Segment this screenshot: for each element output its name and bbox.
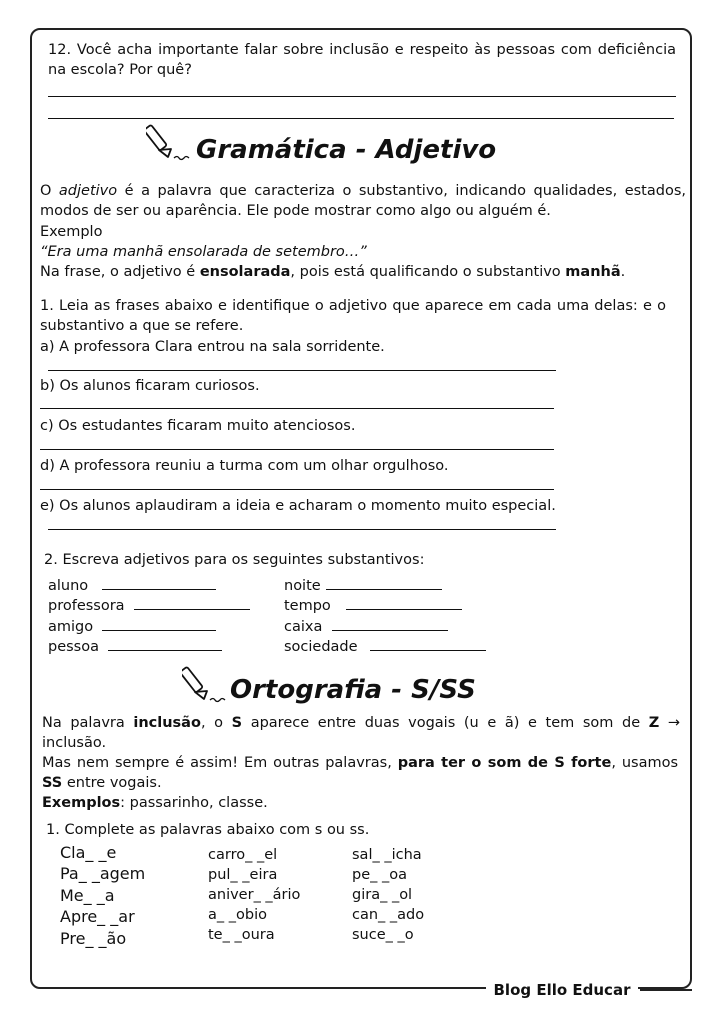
- answer-line[interactable]: [40, 408, 554, 409]
- word-blank[interactable]: suce_ _o: [352, 927, 414, 943]
- answer-line[interactable]: [40, 449, 554, 450]
- noun-sociedade: [284, 637, 358, 657]
- answer-line[interactable]: [48, 529, 556, 530]
- footer-brand: Blog Ello Educar: [486, 979, 638, 1001]
- word-blank[interactable]: can_ _ado: [352, 907, 425, 923]
- word-blank[interactable]: aniver_ _ário: [208, 887, 301, 903]
- exercise-item-e: e) Os alunos aplaudiram a ideia e acharam o momento muito especial.: [40, 498, 556, 514]
- p1-text-2: , o: [200, 715, 232, 731]
- exercise-1-instruction: 1. Leia as frases abaixo e identifique o adjetivo que aparece em cada uma delas: e o substantivo a que se refere.: [40, 298, 666, 334]
- adjective-blank[interactable]: [108, 650, 222, 651]
- adjective-blank[interactable]: [102, 630, 216, 631]
- exercise-item-c: c) Os estudantes ficaram muito atenciosos.: [40, 418, 356, 434]
- example-explanation: [40, 262, 625, 282]
- noun-label: tempo: [284, 598, 331, 614]
- word-blank[interactable]: pe_ _oa: [352, 867, 407, 883]
- adjective-term: adjetivo: [58, 183, 118, 199]
- grammar-title: Gramática - Adjetivo: [196, 135, 497, 165]
- word-blank[interactable]: Cla_ _e: [60, 843, 117, 862]
- exercise-2-instruction: 2. Escreva adjetivos para os seguintes substantivos:: [44, 552, 425, 568]
- word-blank[interactable]: Apre_ _ar: [60, 907, 135, 926]
- spelling-paragraph-2: [42, 753, 678, 793]
- footer-rule: [640, 989, 692, 991]
- p1-word: inclusão: [133, 715, 201, 731]
- question-12: 12. Você acha importante falar sobre inclusão e respeito às pessoas com deficiência na escola? Por quê?: [48, 42, 676, 78]
- phrase-end: .: [620, 264, 626, 280]
- noun-noite: [284, 576, 321, 596]
- noun-pessoa: [48, 637, 99, 657]
- word-blank[interactable]: sal_ _icha: [352, 847, 422, 863]
- intro-text: O: [40, 183, 59, 199]
- p2-ss: SS: [42, 775, 63, 791]
- p2-text-3: entre vogais.: [62, 775, 162, 791]
- spelling-paragraph-1: [42, 713, 680, 753]
- noun-aluno: [48, 576, 88, 596]
- word-blank[interactable]: Me_ _a: [60, 886, 115, 905]
- answer-line[interactable]: [48, 118, 674, 119]
- answer-line[interactable]: [48, 370, 556, 371]
- phrase-text-2: , pois está qualificando o substantivo: [290, 264, 566, 280]
- noun-label: caixa: [284, 619, 323, 635]
- adjective-definition: [40, 181, 686, 221]
- word-blank[interactable]: Pa_ _agem: [60, 864, 146, 883]
- noun-label: amigo: [48, 619, 94, 635]
- phrase-text: Na frase, o adjetivo é: [40, 264, 200, 280]
- answer-line[interactable]: [48, 96, 676, 97]
- word-blank[interactable]: a_ _obio: [208, 907, 267, 923]
- adjective-blank[interactable]: [326, 589, 442, 590]
- word-blank[interactable]: pul_ _eira: [208, 867, 278, 883]
- adjective-blank[interactable]: [346, 609, 462, 610]
- spelling-title: Ortografia - S/SS: [230, 675, 476, 705]
- noun-label: noite: [284, 578, 321, 594]
- exercise-item-a: a) A professora Clara entrou na sala sorridente.: [40, 339, 385, 355]
- p1-z: Z: [648, 715, 660, 731]
- adjective-blank[interactable]: [332, 630, 448, 631]
- exercise-item-b: b) Os alunos ficaram curiosos.: [40, 378, 260, 394]
- noun-label: pessoa: [48, 639, 99, 655]
- adjective-blank[interactable]: [134, 609, 250, 610]
- p1-text-4: → inclusão.: [42, 715, 681, 751]
- spelling-examples: [42, 793, 268, 813]
- word-blank[interactable]: gira_ _ol: [352, 887, 413, 903]
- pencil-icon: [146, 122, 194, 166]
- p1-letter: S: [231, 715, 243, 731]
- answer-line[interactable]: [40, 489, 554, 490]
- exercise-item-d: d) A professora reuniu a turma com um olhar orgulhoso.: [40, 458, 449, 474]
- p1-text-3: aparece entre duas vogais (u e ã) e tem som de: [242, 715, 649, 731]
- examples-label: Exemplos: [42, 795, 121, 811]
- intro-text-rest: é a palavra que caracteriza o substantivo, indicando qualidades, estados, modos de ser ou aparência. Ele pode mostrar como algo ou alguém é.: [40, 183, 686, 219]
- noun-tempo: [284, 596, 331, 616]
- noun-professora: [48, 596, 125, 616]
- phrase-noun: manhã: [565, 264, 621, 280]
- word-blank[interactable]: Pre_ _ão: [60, 929, 127, 948]
- p2-bold: para ter o som de S forte: [397, 755, 612, 771]
- word-blank[interactable]: carro_ _el: [208, 847, 278, 863]
- noun-amigo: [48, 617, 93, 637]
- spelling-exercise-instruction: 1. Complete as palavras abaixo com s ou ss.: [46, 822, 370, 838]
- adjective-blank[interactable]: [370, 650, 486, 651]
- p2-text-2: , usamos: [611, 755, 679, 771]
- noun-label: aluno: [48, 578, 89, 594]
- phrase-adjective: ensolarada: [199, 264, 291, 280]
- noun-label: professora: [48, 598, 125, 614]
- example-quote: “Era uma manhã ensolarada de setembro…”: [40, 244, 367, 260]
- p2-text: Mas nem sempre é assim! Em outras palavras,: [42, 755, 398, 771]
- example-label: Exemplo: [40, 224, 103, 240]
- word-blank[interactable]: te_ _oura: [208, 927, 275, 943]
- p1-text: Na palavra: [42, 715, 134, 731]
- adjective-blank[interactable]: [102, 589, 216, 590]
- examples-text: : passarinho, classe.: [120, 795, 268, 811]
- noun-caixa: [284, 617, 322, 637]
- noun-label: sociedade: [284, 639, 358, 655]
- pencil-icon: [182, 664, 230, 708]
